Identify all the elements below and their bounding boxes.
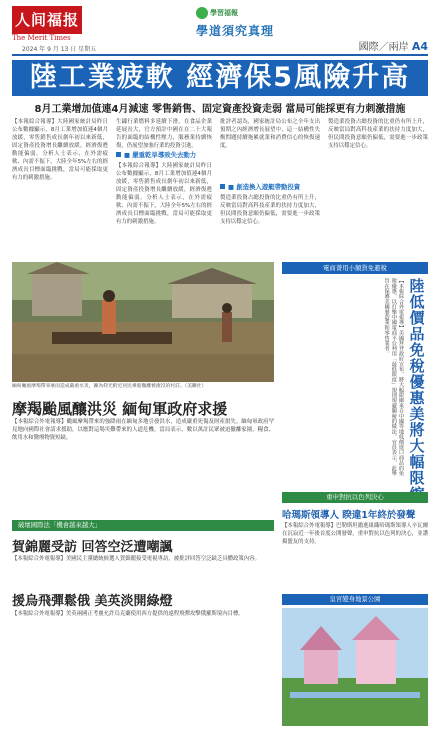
column-2-subhead (116, 150, 196, 159)
story4-text: 【本報綜合外電報導】美英兩國正考慮允許烏克蘭使用西方提供的遠程飛彈攻擊俄羅斯境內目標。 (12, 611, 244, 617)
right-story-body: 【本報綜合外電報導】美國拜登政府宣布，將大幅限縮來自中國等地低價進口商品的免稅優惠，以打擊中國電商平台利用「最低限度」規則規避關稅的做法。官員表示，此舉旨在保護美國製造業和零售業者。 (383, 278, 404, 476)
badge-icon (196, 7, 208, 19)
article-column-4 (328, 118, 428, 258)
page-number: A4 (411, 40, 428, 53)
badge-label: 學習福報 (210, 9, 238, 17)
column-3-subhead-text: ■ 創造換入遊艇帶動投資 (228, 183, 301, 191)
story3-text: 【本報綜合外電報導】美國民主黨總統候選人賀錦麗接受電視專訪，被批評回答空泛缺乏具體政策內容。 (12, 556, 260, 562)
section-slogan: 學道須究真理 (196, 24, 275, 38)
section-badge (196, 6, 242, 20)
column-2-subhead-text: ■ 嚴重乾旱導致失去動力 (124, 151, 197, 159)
column-2b-text: 【本報綜合報導】大陸國家統計局昨日公布數據顯示，8月工業增加值連4個月放緩，零售銷售成長創年初以來新低，固定資產投資增長繼續放緩，經濟復甦動能偏弱。分析人士表示，在外需疲軟、內需不振下，大陸全年5%左右的經濟成長目標面臨挑戰，當局可能採取更有力的刺激措施。 (116, 163, 212, 225)
article-column-2 (116, 118, 212, 148)
story3-body (12, 555, 274, 585)
subhead-marker-icon (220, 184, 225, 189)
story2-body (12, 418, 274, 516)
hamas-body (282, 522, 428, 590)
palace-image (282, 608, 428, 726)
article-column-3b (220, 194, 320, 258)
main-headline[interactable]: 陸工業疲軟 經濟保5風險升高 (12, 60, 428, 96)
column-3-subhead (220, 182, 300, 191)
travel-header: 皇宮變身地景公園 (282, 594, 428, 605)
story3-tag: 破壞國際法「機會越來越大」 (12, 520, 274, 531)
hamas-title[interactable]: 哈瑪斯領導人 睽違1年終於發聲 (282, 510, 416, 521)
column-4-text: 製造業投資占總投資的比重仍有所上升，反映當局對高科技產業的扶持力度加大，但民間投資意願仍偏低，需要進一步政策支持以穩定信心。 (328, 119, 428, 149)
story4-title[interactable]: 援烏飛彈鬆俄 美英淡開綠燈 (12, 594, 173, 609)
column-3-text: 批評者認為，國家統計局公布之全年支出預期之內經濟增長展望中，這一結構性失衡問題持續拖累就業和消費信心的恢復速度。 (220, 119, 320, 149)
right-story-title[interactable]: 陸低價品免稅優惠 美將大幅限 (409, 277, 425, 487)
article-column-2b (116, 162, 212, 258)
section-name: 國際／兩岸 (358, 42, 409, 53)
newspaper-logo[interactable]: 人间福报 (12, 6, 82, 34)
column-3b-text: 製造業投資占總投資的比重仍有所上升，反映當局對高科技產業的扶持力度加大，但民間投資意願仍偏低，需要進一步政策支持以穩定信心。 (220, 195, 320, 225)
column-1-text: 【本報綜合報導】大陸國家統計局昨日公布數據顯示，8月工業增加值連4個月放緩，零售銷售成長創年初以來新低，固定資產投資增長繼續放緩，經濟復甦動能偏弱。分析人士表示，在外需疲軟、內需不振下，大陸全年5%左右的經濟成長目標面臨挑戰，當局可能採取更有力的刺激措施。 (12, 119, 108, 181)
subhead-marker-icon (116, 152, 121, 157)
right-story-header: 電商薈用小額貨免避稅 (282, 262, 428, 274)
photo-caption: 緬甸颱風摩羯帶來豪雨造成嚴重水災，圖為仰光附近居民乘船撤離被淹沒的村莊。（美聯社） (12, 384, 207, 389)
article-column-3 (220, 118, 320, 178)
hamas-tag: 重申對抗以色列決心 (282, 492, 428, 503)
logo-subtitle: The Merit Times (12, 34, 71, 42)
flood-scene-image (12, 262, 274, 382)
article-column-1 (12, 118, 108, 258)
story4-body (12, 610, 274, 720)
story2-title[interactable]: 摩羯颱風釀洪災 緬甸軍政府求援 (12, 400, 228, 418)
masthead-divider (12, 54, 428, 56)
travel-photo[interactable] (282, 608, 428, 726)
main-subhead: 8月工業增加值連4月減速 零售銷售、固定資產投資走弱 當局可能採更有力刺激措施 (34, 104, 406, 115)
story3-title[interactable]: 賀錦麗受訪 回答空泛遭嘲諷 (12, 540, 173, 555)
flood-photo[interactable] (12, 262, 274, 382)
hamas-text: 【本報綜合外電報導】巴勒斯坦激進組織哈瑪斯領導人辛瓦爾在沉寂近一年後首度公開發聲，重申對抗以色列的決心，並讚揚盟友的支持。 (282, 523, 428, 545)
issue-date: 2024 年 9 月 13 日 星期五 (22, 46, 97, 53)
column-2-text: 生鏽行業燃料多延續下滑，在食品企業延展長大，官方預計中國在在二十大報告的面臨的結構性壓力，服務業持續恢復，仍展望加強行業的投資引進。 (116, 119, 212, 148)
section-label (359, 38, 428, 53)
story2-text: 【本報綜合外電報導】颱風摩羯帶來的強降雨在緬甸多地引發洪水，造成嚴重死傷及財產損失。緬甸軍政府罕見地向國際社會請求援助，以應對這場災難帶來的人道危機。當局表示，數以萬計民眾被迫撤離家園，糧食、飲用水和醫療物資短缺。 (12, 419, 274, 441)
masthead (0, 0, 440, 56)
